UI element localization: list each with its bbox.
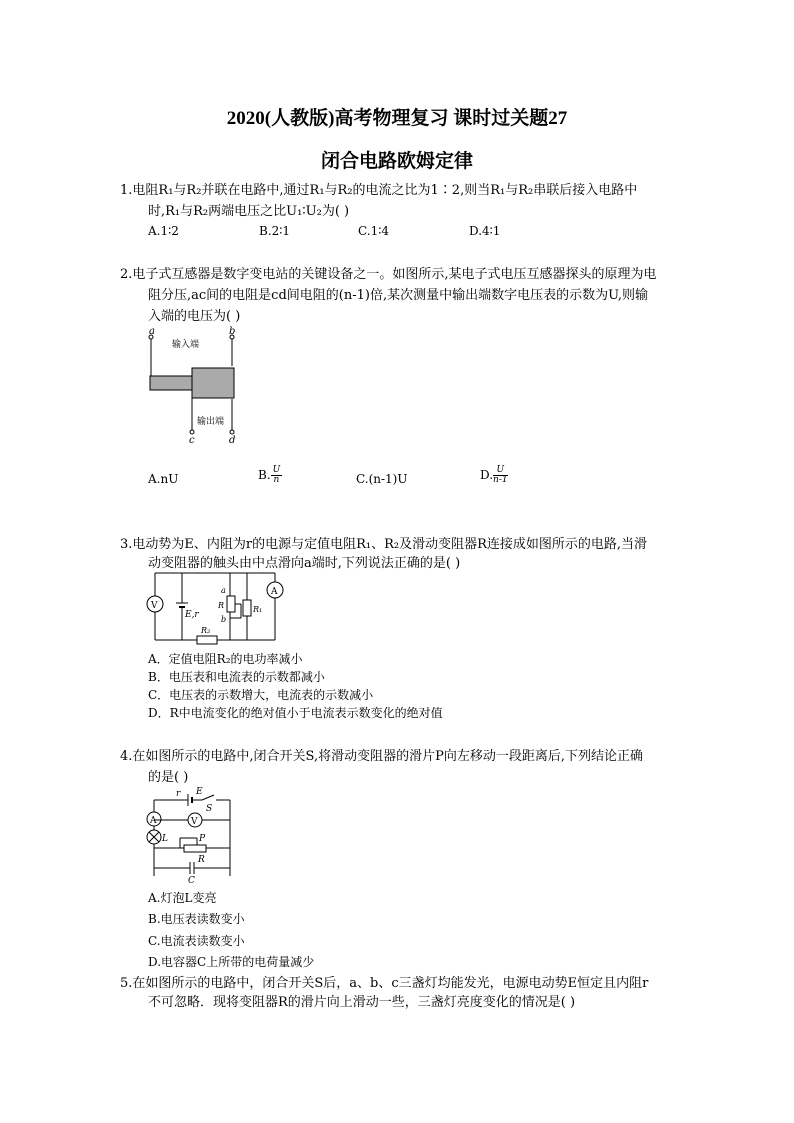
q3-line-2: 动变阻器的触头由中点滑向a端时,下列说法正确的是( ): [148, 556, 461, 571]
q4-ammeter-label: A: [150, 816, 157, 826]
q3-line-1: 3.电动势为E、内阻为r的电源与定值电阻R₁、R₂及滑动变阻器R连接成如图所示的电路,当滑: [120, 537, 648, 552]
page-title: 2020(人教版)高考物理复习 课时过关题27: [226, 108, 568, 129]
q3-r1-label: R₁: [253, 605, 263, 614]
q4-c-label: C: [188, 876, 195, 884]
q2-input-label: 输入端: [172, 340, 200, 350]
q3-source-label: E,r: [185, 610, 199, 620]
q1-option-d[interactable]: D.4∶1: [469, 224, 501, 238]
q4-option-a[interactable]: A.灯泡L变亮: [148, 891, 217, 905]
q3-r-label: R: [218, 601, 225, 610]
q2-line-2: 阻分压,ac间的电阻是cd间电阻的(n-1)倍,某次测量中输出端数字电压表的示数为U,则输: [148, 288, 648, 303]
q2-label-a: a: [149, 326, 155, 337]
q1-option-a[interactable]: A.1∶2: [148, 224, 179, 238]
q5-line-1: 5.在如图所示的电路中，闭合开关S后，a、b、c三盏灯均能发光，电源电动势E恒定且内阻r: [120, 976, 649, 991]
q2-divider-diagram: [140, 326, 250, 446]
q3-a-label: a: [221, 586, 226, 595]
q2-option-c[interactable]: C.(n-1)U: [356, 472, 408, 486]
q3-b-label: b: [221, 615, 227, 624]
q3-voltmeter-label: V: [151, 601, 158, 611]
q4-rr-label: R: [198, 855, 205, 865]
q4-p-label: P: [199, 834, 206, 844]
q1-option-b[interactable]: B.2∶1: [259, 224, 291, 238]
q2-option-a[interactable]: A.nU: [148, 472, 179, 486]
q3-option-a[interactable]: A．定值电阻R₂的电功率减小: [148, 652, 303, 666]
q4-e-label: E: [196, 787, 203, 797]
q3-option-c[interactable]: C．电压表的示数增大，电流表的示数减小: [148, 688, 374, 702]
q4-voltmeter-label: V: [191, 817, 198, 827]
q4-s-label: S: [206, 804, 213, 814]
q4-option-b[interactable]: B.电压表读数变小: [148, 912, 245, 926]
q4-r-label: r: [176, 789, 181, 799]
q5-line-2: 不可忽略．现将变阻器R的滑片向上滑动一些，三盏灯亮度变化的情况是( ): [148, 995, 576, 1010]
q4-circuit-diagram: [140, 784, 240, 884]
q2-label-c: c: [189, 435, 195, 446]
q3-r2-label: R₂: [201, 626, 211, 635]
q2-line-3: 入端的电压为( ): [148, 309, 241, 324]
q3-ammeter-label: A: [271, 587, 278, 597]
q2-label-d: d: [229, 435, 236, 446]
q1-line-2: 时,R₁与R₂两端电压之比U₁∶U₂为( ): [148, 204, 350, 219]
q4-option-d[interactable]: D.电容器C上所带的电荷量减少: [148, 955, 315, 969]
q3-circuit-diagram: [145, 568, 290, 646]
q2-output-label: 输出端: [197, 417, 225, 427]
q3-option-d[interactable]: D．R中电流变化的绝对值小于电流表示数变化的绝对值: [148, 706, 443, 720]
q4-option-c[interactable]: C.电流表读数变小: [148, 934, 245, 948]
q2-option-d[interactable]: D. $\frac{U}{n-1}$: [480, 465, 508, 485]
q1-option-c[interactable]: C.1∶4: [358, 224, 389, 238]
q4-l-label: L: [162, 834, 168, 844]
q2-line-1: 2.电子式互感器是数字变电站的关键设备之一。如图所示,某电子式电压互感器探头的原理为电: [120, 267, 657, 282]
page-subtitle: 闭合电路欧姆定律: [320, 151, 473, 172]
q2-option-b[interactable]: B. $\frac{U}{n}$: [258, 465, 281, 485]
q1-line-1: 1.电阻R₁与R₂并联在电路中,通过R₁与R₂的电流之比为1∶2,则当R₁与R₂串联后接入电路中: [120, 183, 638, 198]
q4-line-2: 的是( ): [148, 770, 189, 785]
q4-line-1: 4.在如图所示的电路中,闭合开关S,将滑动变阻器的滑片P向左移动一段距离后,下列结论正确: [120, 749, 643, 764]
q2-label-b: b: [229, 326, 236, 337]
q3-option-b[interactable]: B．电压表和电流表的示数都减小: [148, 670, 325, 684]
